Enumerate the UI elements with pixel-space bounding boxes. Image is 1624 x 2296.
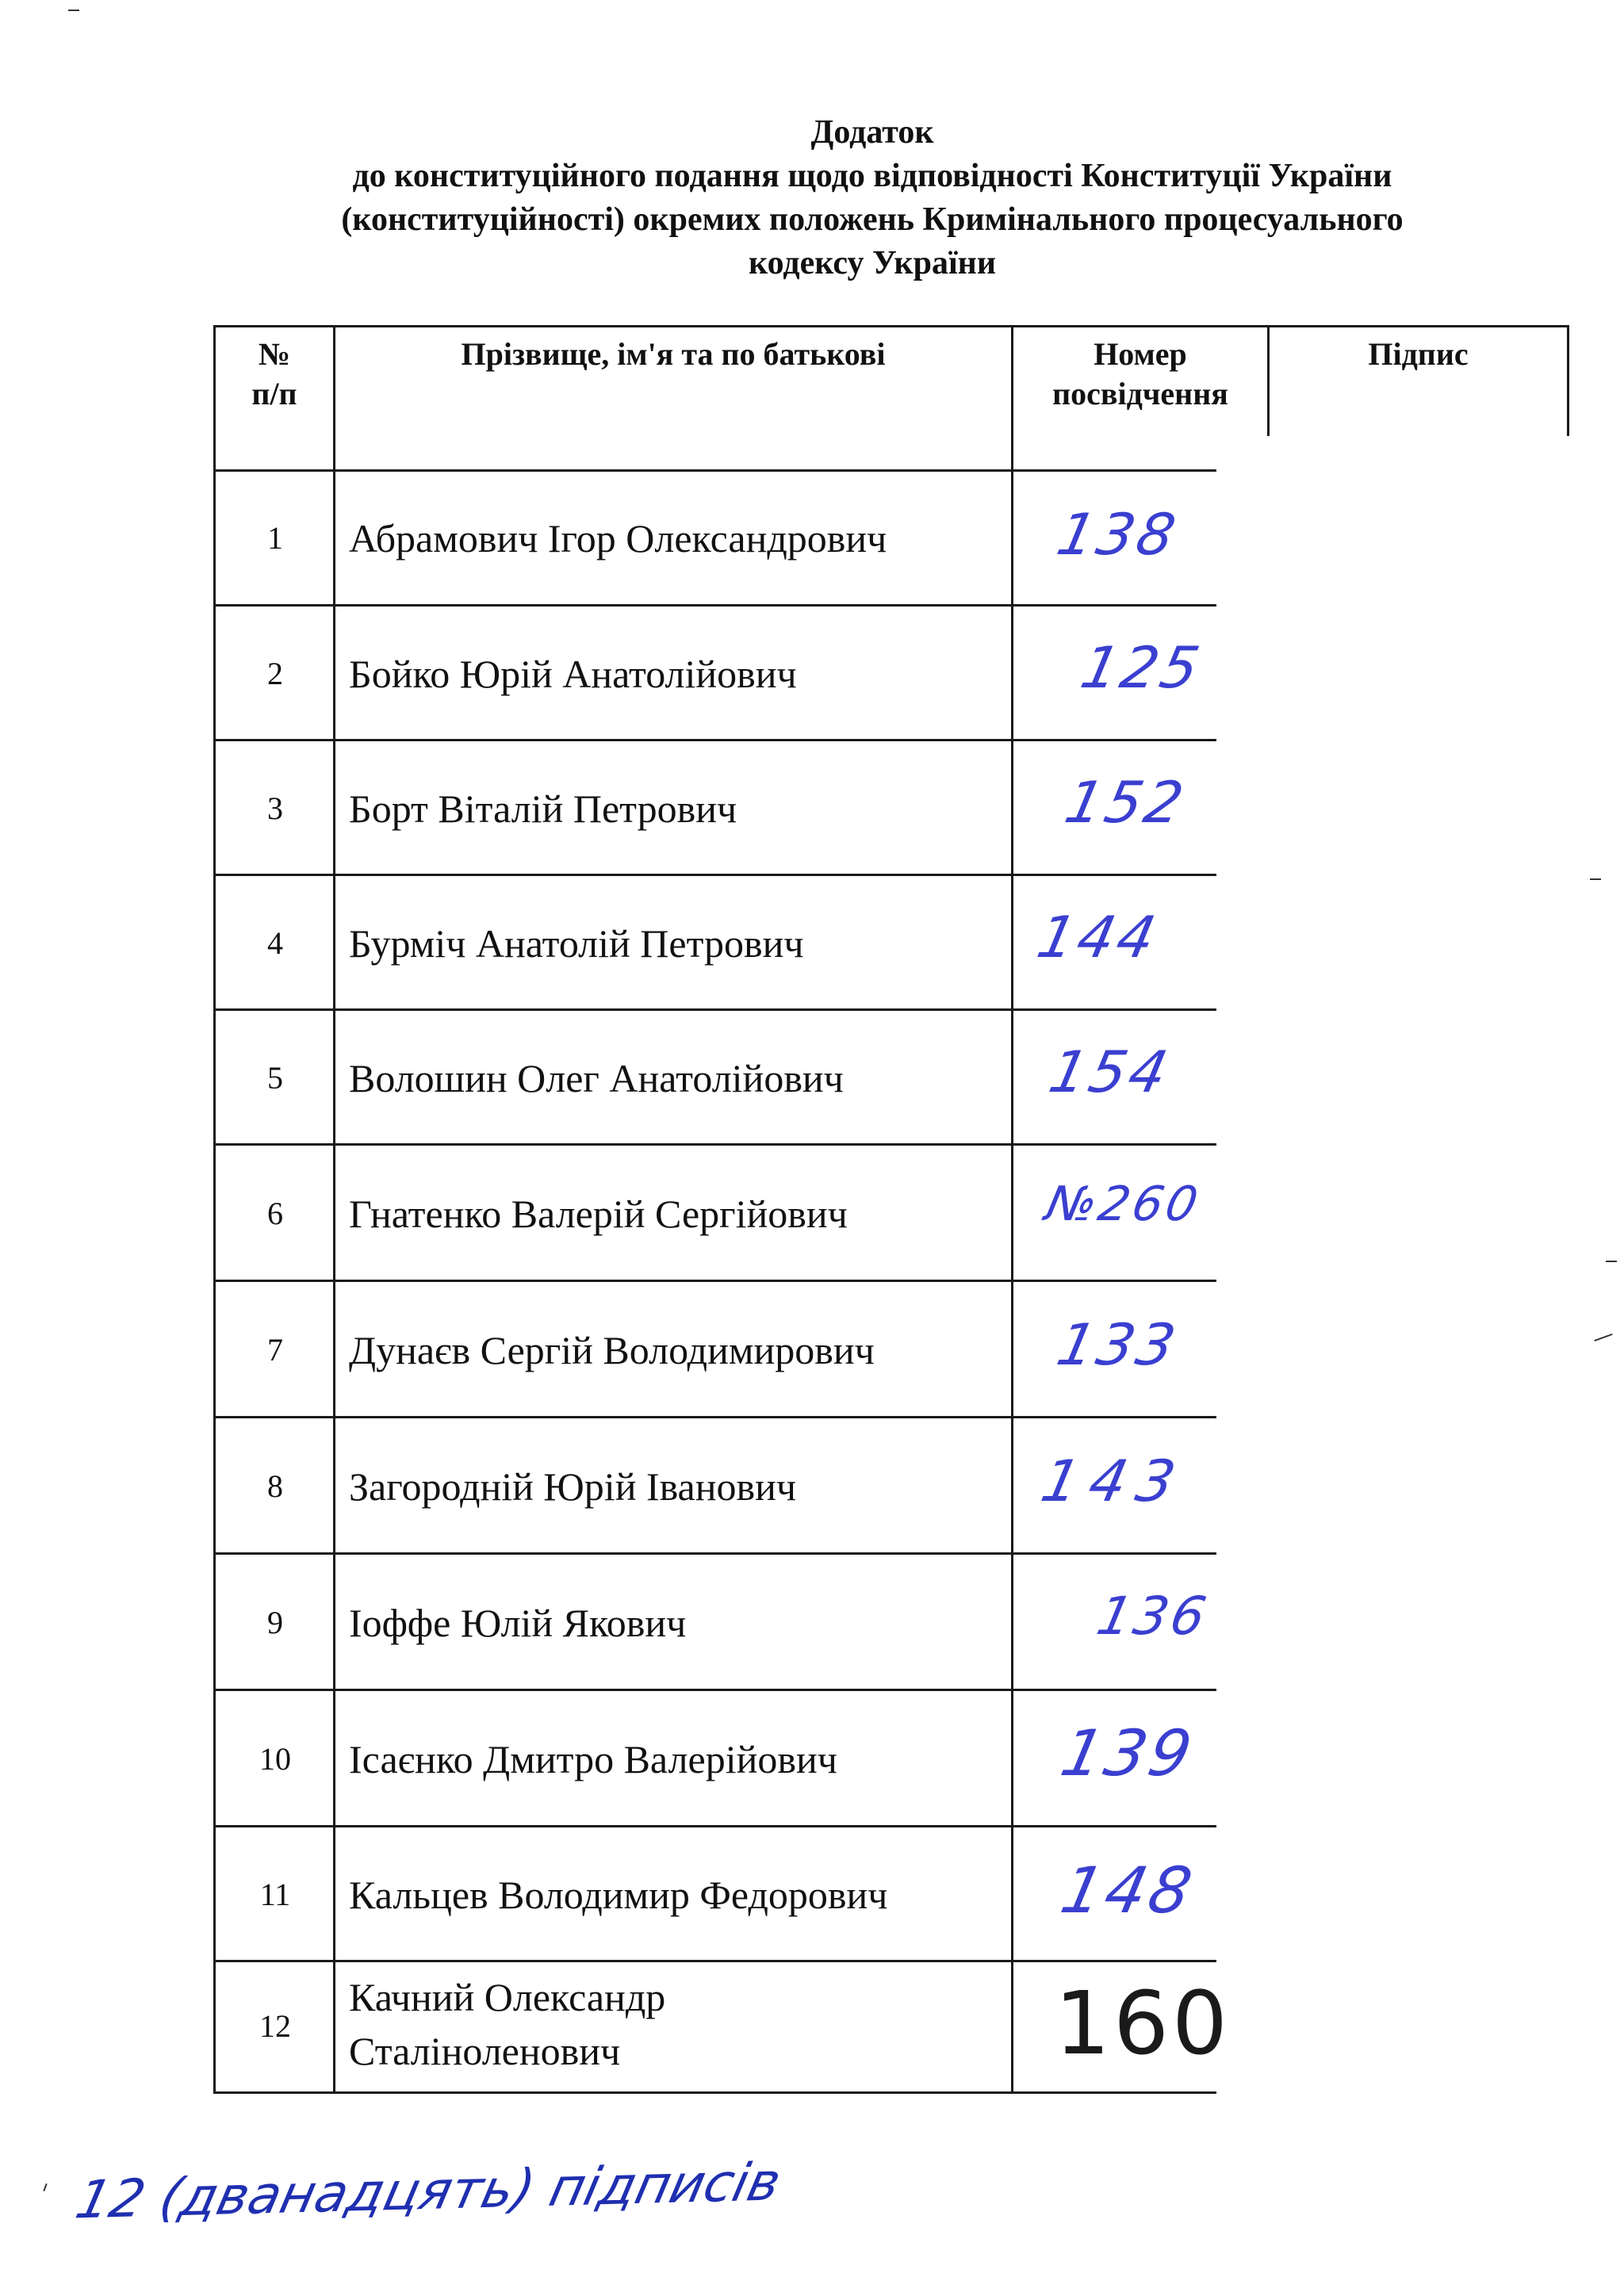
- title-line-3: (конституційності) окремих положень Кримінального процесуального: [341, 201, 1404, 238]
- row-number: 9: [267, 1605, 283, 1640]
- row-id-handwritten: 148: [1055, 1854, 1201, 1927]
- signature-count-note: 12 (дванадцять) підписів: [70, 2151, 787, 2231]
- row-id-handwritten: 160: [1055, 1973, 1231, 2074]
- scan-mark: [68, 10, 79, 11]
- row-divider: [213, 1280, 1216, 1282]
- document-title: [119, 111, 1624, 285]
- row-number: 6: [267, 1196, 283, 1231]
- row-id-handwritten: 139: [1055, 1716, 1201, 1790]
- row-divider: [213, 469, 1216, 472]
- row-divider: [213, 1416, 1216, 1418]
- row-divider: [213, 1143, 1216, 1146]
- row-name: Ісаєнко Дмитро Валерійович: [349, 1737, 837, 1781]
- row-number: 4: [267, 925, 283, 961]
- header-id-number: Номер посвідчення: [1052, 336, 1228, 411]
- scan-mark: [43, 2183, 47, 2191]
- row-id-handwritten: №260: [1040, 1177, 1206, 1232]
- scan-mark: [1590, 878, 1601, 880]
- row-name: Бойко Юрій Анатолійович: [349, 652, 797, 696]
- title-line-2: до конституційного подання щодо відповідності Конституції України: [352, 158, 1392, 194]
- column-divider: [1011, 325, 1013, 2094]
- row-id-handwritten: 136: [1091, 1586, 1215, 1647]
- row-number: 11: [259, 1877, 291, 1912]
- row-name-line-1: Качний Олександр: [349, 1975, 666, 2019]
- row-number: 1: [267, 520, 283, 556]
- header-signature: Підпис: [1368, 336, 1469, 372]
- row-name: Гнатенко Валерій Сергійович: [349, 1192, 848, 1236]
- header-name: Прізвище, ім'я та по батькові: [461, 336, 886, 372]
- row-name: Бурміч Анатолій Петрович: [349, 921, 804, 966]
- scan-mark: [1594, 1334, 1612, 1341]
- table-bottom-border: [213, 2091, 1216, 2094]
- row-id-handwritten: 125: [1075, 634, 1208, 701]
- row-name: Волошин Олег Анатолійович: [349, 1056, 844, 1100]
- row-name: Іоффе Юлій Якович: [349, 1601, 687, 1645]
- row-number: 3: [267, 790, 283, 826]
- row-divider: [213, 739, 1216, 741]
- row-divider: [213, 1689, 1216, 1691]
- table-top-border: [213, 325, 1569, 327]
- title-line-4: кодексу України: [748, 245, 997, 281]
- header-number: № п/п: [251, 336, 297, 411]
- row-id-handwritten: 143: [1036, 1448, 1193, 1514]
- row-id-handwritten: 133: [1051, 1311, 1185, 1378]
- row-number: 5: [267, 1060, 283, 1096]
- scan-mark: [1606, 1261, 1617, 1262]
- row-name-line-2: Сталіноленович: [349, 2029, 621, 2073]
- row-divider: [213, 874, 1216, 876]
- row-divider: [213, 1960, 1216, 1962]
- title-line-1: Додаток: [810, 114, 934, 151]
- row-name: Борт Віталій Петрович: [349, 786, 737, 831]
- row-name: Дунаєв Сергій Володимирович: [349, 1328, 875, 1372]
- row-divider: [213, 1825, 1216, 1827]
- row-number: 8: [267, 1468, 283, 1504]
- row-name: Загородній Юрій Іванович: [349, 1464, 797, 1509]
- row-id-handwritten: 138: [1051, 501, 1185, 568]
- row-number: 10: [259, 1741, 291, 1777]
- row-divider: [213, 1008, 1216, 1011]
- row-name: Абрамович Ігор Олександрович: [349, 516, 887, 561]
- row-divider: [213, 604, 1216, 607]
- table-right-border: [1567, 325, 1569, 436]
- row-number: 12: [259, 2008, 291, 2044]
- row-id-handwritten: 154: [1044, 1039, 1177, 1105]
- row-number: 7: [267, 1332, 283, 1368]
- row-name: Кальцев Володимир Федорович: [349, 1873, 888, 1917]
- row-divider: [213, 1552, 1216, 1555]
- row-id-handwritten: 144: [1032, 904, 1165, 970]
- row-id-handwritten: 152: [1059, 769, 1193, 836]
- row-number: 2: [267, 656, 283, 691]
